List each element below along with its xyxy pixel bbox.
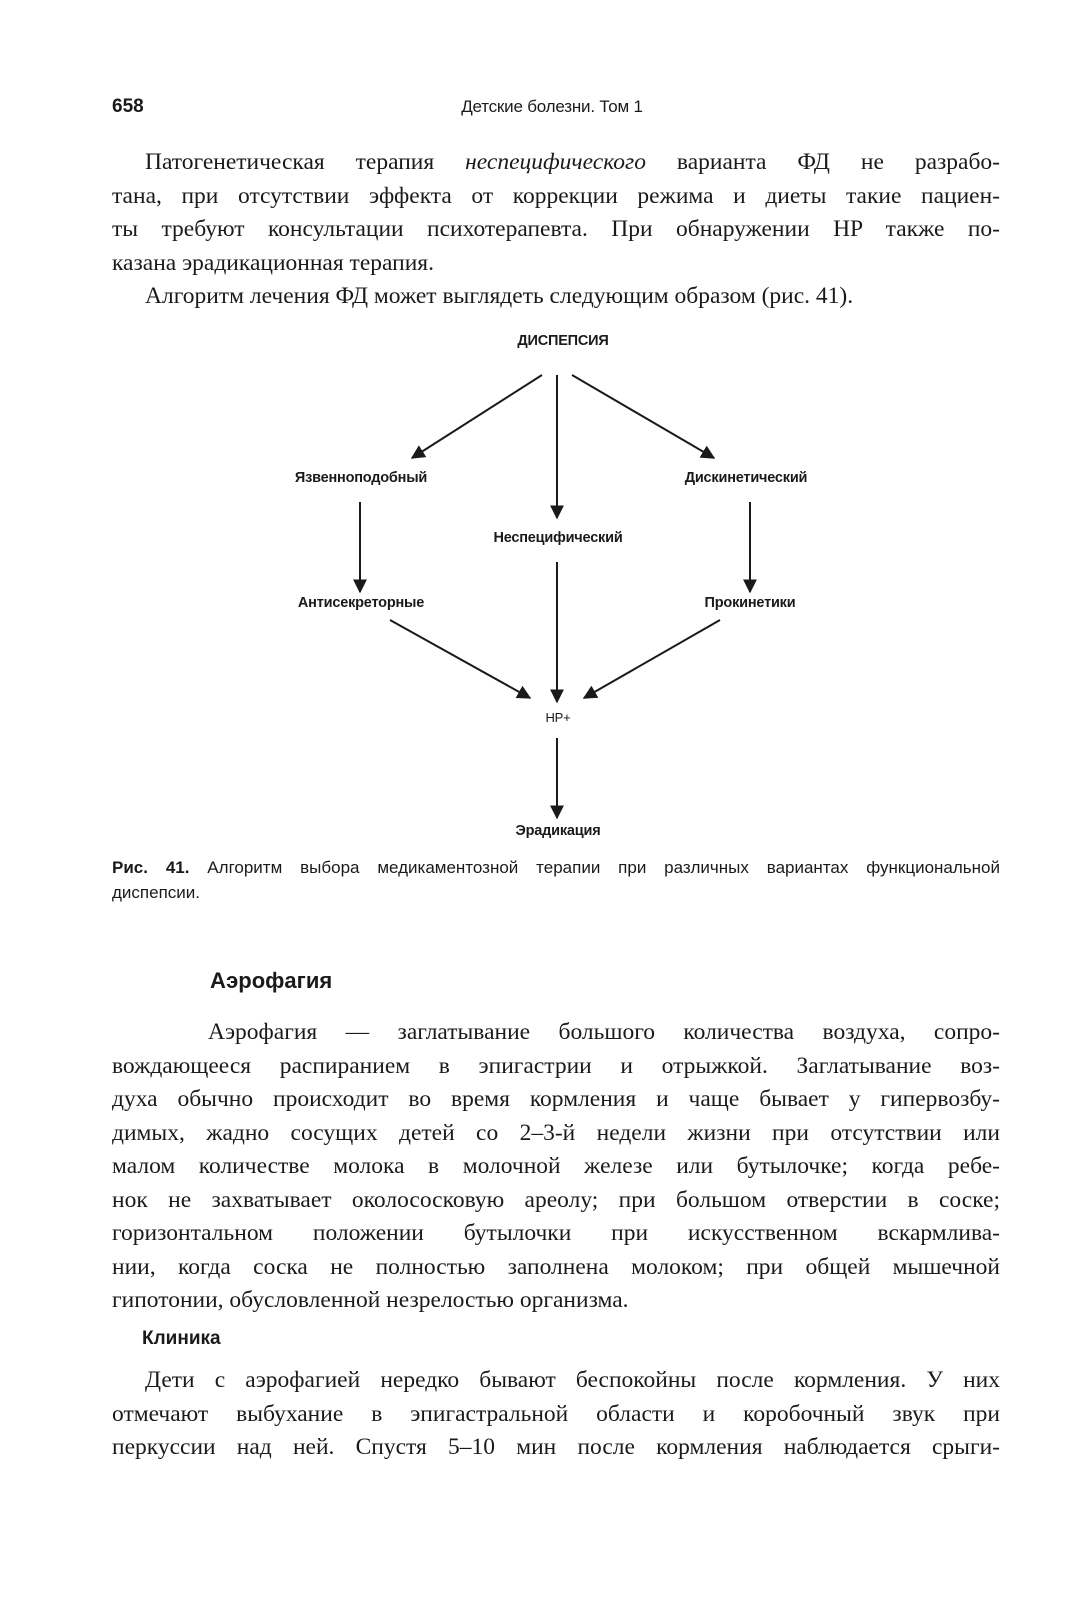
text-line: вождающееся распиранием в эпигастрии и отрыжкой. Заглатывание воз- <box>112 1052 1000 1079</box>
node-dyspepsia: ДИСПЕПСИЯ <box>517 333 609 349</box>
caption-label: Рис. 41. <box>112 858 190 877</box>
text-line: ты требуют консультации психотерапевта. При обнаружении HP также по- <box>112 216 1000 242</box>
page-number: 658 <box>112 96 144 117</box>
text-line: горизонтальном положении бутылочки при искусственном вскармлива- <box>112 1220 1000 1246</box>
text-line: духа обычно происходит во время кормления и чаще бывает у гипервозбу- <box>112 1086 1000 1112</box>
text-line: тана, при отсутствии эффекта от коррекции режима и диеты такие пациен- <box>112 182 1000 209</box>
treatment-algorithm-diagram <box>112 330 1000 850</box>
node-nonspecific: Неспецифический <box>493 530 623 546</box>
node-prokinetics: Прокинетики <box>704 595 796 611</box>
clinic-paragraph <box>112 1364 1000 1465</box>
text-line: Дети с аэрофагией нередко бывают беспокойны после кормления. У них <box>145 1367 1000 1393</box>
page-header <box>112 96 992 126</box>
caption-line <box>112 855 1000 880</box>
section-heading-clinic: Клиника <box>142 1328 221 1349</box>
text-line: Алгоритм лечения ФД может выглядеть следующим образом (рис. 41). <box>145 283 854 309</box>
diagram-arrows <box>112 330 1000 850</box>
text-line: димых, жадно сосущих детей со 2–3-й недели жизни при отсутствии или <box>112 1119 1000 1146</box>
text-run: Патогенетическая терапия <box>145 149 466 175</box>
text-line: нок не захватывает околососковую ареолу; при большом отверстии в соске; <box>112 1186 1000 1213</box>
running-title: Детские болезни. Том 1 <box>461 97 643 116</box>
node-dyskinetic: Дискинетический <box>684 470 808 486</box>
text-line <box>112 146 1000 180</box>
text-run: варианта ФД не разрабо- <box>645 149 1000 175</box>
text-line: отмечают выбухание в эпигастральной области и коробочный звук при <box>112 1400 1000 1427</box>
node-antisecretory: Антисекреторные <box>297 595 425 611</box>
node-eradication: Эрадикация <box>515 823 601 839</box>
node-ulcer-like: Язвенноподобный <box>294 470 428 486</box>
emphasis-text: неспецифического <box>465 149 646 175</box>
algorithm-intro-paragraph <box>112 280 1000 314</box>
section-heading-aerophagy: Аэрофагия <box>210 968 333 993</box>
text-line: Аэрофагия — заглатывание большого количества воздуха, сопро- <box>208 1019 1000 1045</box>
text-line: перкуссии над ней. Спустя 5–10 мин после кормления наблюдается срыги- <box>112 1434 1000 1460</box>
text-line: гипотонии, обусловленной незрелостью организма. <box>112 1287 629 1313</box>
caption-text: Алгоритм выбора медикаментозной терапии при различных вариантах функциональной <box>189 858 1000 877</box>
text-line: нии, когда соска не полностью заполнена молоком; при общей мышечной <box>112 1253 1000 1280</box>
intro-paragraph <box>112 146 1000 280</box>
text-line: малом количестве молока в молочной железе или бутылочке; когда ребе- <box>112 1153 1000 1179</box>
figure-caption <box>112 855 1000 905</box>
arrow-prokinetics-to-hp <box>584 620 720 698</box>
caption-line: диспепсии. <box>112 883 200 902</box>
arrow-root-to-dyskinetic <box>572 375 714 458</box>
arrow-root-to-ulcer <box>412 375 542 458</box>
text-line: казана эрадикационная терапия. <box>112 249 434 276</box>
aerophagy-paragraph <box>112 1016 1000 1318</box>
node-hp-positive: HP+ <box>545 710 571 725</box>
arrow-antisecretory-to-hp <box>390 620 530 698</box>
